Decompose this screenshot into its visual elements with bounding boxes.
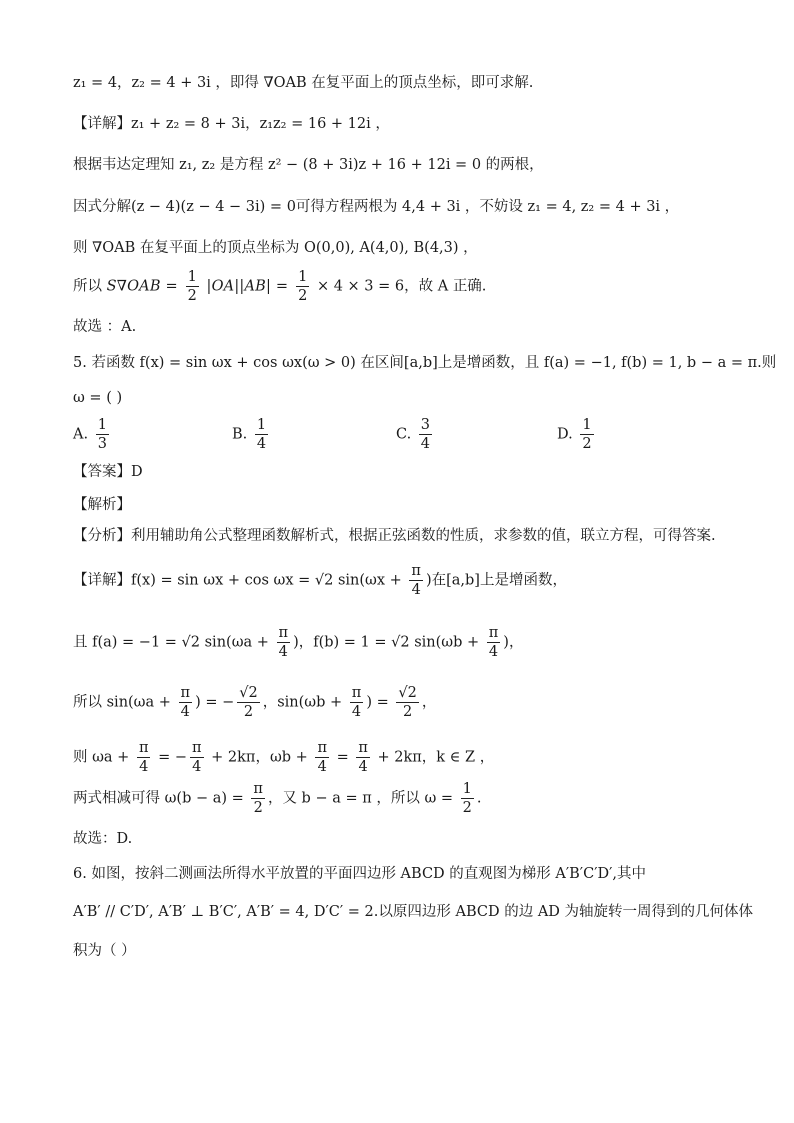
fraction: $\frac{1}{2}$ [298, 269, 308, 304]
formula-line: 且 f(a) = −1 = √2 sin(ωa + $\frac{\pi}{4}$ )，f(b) = 1 = √2 sin(ωb + $\frac{\pi}{4}$ )， [73, 625, 524, 660]
answer-line: 【答案】D [73, 464, 143, 480]
text: 所以 [73, 278, 102, 295]
analysis-heading: 【解析】 [73, 497, 131, 513]
question-6-stem: 6. 如图，按斜二测画法所得水平放置的平面四边形 ABCD 的直观图为梯形 A′B′C′D′,其中 [73, 866, 647, 882]
text-line: 故选：D. [73, 831, 133, 847]
formula-line [73, 268, 734, 305]
option-a: A. $\frac{1}{3}$ [73, 417, 107, 452]
option-b: B. $\frac{1}{4}$ [232, 417, 267, 452]
fraction: $\frac{1}{2}$ [187, 269, 197, 304]
area-symbol: S∇OAB = [106, 278, 183, 295]
option-c: C. $\frac{3}{4}$ [396, 417, 431, 452]
question-5-stem: 5. 若函数 f(x) = sin ωx + cos ωx(ω > 0) 在区间[a,b]上是增函数，且 f(a) = −1, f(b) = 1, b − a = π.则 [73, 355, 777, 371]
option-d: D. $\frac{1}{2}$ [557, 417, 592, 452]
formula-line: 则 ωa + $\frac{\pi}{4}$ = − $\frac{\pi}{4}$ + 2kπ，ωb + $\frac{\pi}{4}$ = $\frac{\pi}{4}$ + 2kπ，k ∈ Z ， [73, 740, 495, 775]
formula-text: |OA||AB| = [206, 278, 294, 295]
question-6-stem: A′B′ // C′D′, A′B′ ⊥ B′C′, A′B′ = 4, D′C′ = 2.以原四边形 ABCD 的边 AD 为轴旋转一周得到的几何体体 [73, 904, 754, 920]
formula-text: × 4 × 3 = 6，故 A 正确. [316, 278, 487, 295]
question-5-stem: ω = ( ) [73, 390, 123, 406]
question-6-stem: 积为（ ） [73, 943, 136, 959]
text-line: 【分析】利用辅助角公式整理函数解析式，根据正弦函数的性质，求参数的值，联立方程，可得答案. [73, 528, 716, 544]
formula-line: 【详解】f(x) = sin ωx + cos ωx = √2 sin(ωx + $\frac{\pi}{4}$ )在[a,b]上是增函数， [73, 563, 567, 598]
formula-line: 两式相减可得 ω(b − a) = $\frac{\pi}{2}$ ，又 b − a = π ，所以 ω = $\frac{1}{2}$ . [73, 781, 482, 816]
text-line: 【详解】z₁ + z₂ = 8 + 3i，z₁z₂ = 16 + 12i ， [73, 116, 390, 132]
text-line: 则 ∇OAB 在复平面上的顶点坐标为 O(0,0), A(4,0), B(4,3) ， [73, 240, 478, 256]
formula-line: 所以 sin(ωa + $\frac{\pi}{4}$ ) = − $\frac{√2}{2}$ ，sin(ωb + $\frac{\pi}{4}$ ) = $\frac{√2}{2}$ ， [73, 685, 437, 720]
text-line: z₁ = 4，z₂ = 4 + 3i ，即得 ∇OAB 在复平面上的顶点坐标，即可求解. [73, 75, 534, 91]
text-line: 故选 ：A. [73, 319, 137, 335]
text-line: 根据韦达定理知 z₁, z₂ 是方程 z² − (8 + 3i)z + 16 + 12i = 0 的两根， [73, 157, 544, 173]
text-line: 因式分解(z − 4)(z − 4 − 3i) = 0可得方程两根为 4,4 + 3i ，不妨设 z₁ = 4, z₂ = 4 + 3i ， [73, 199, 680, 215]
